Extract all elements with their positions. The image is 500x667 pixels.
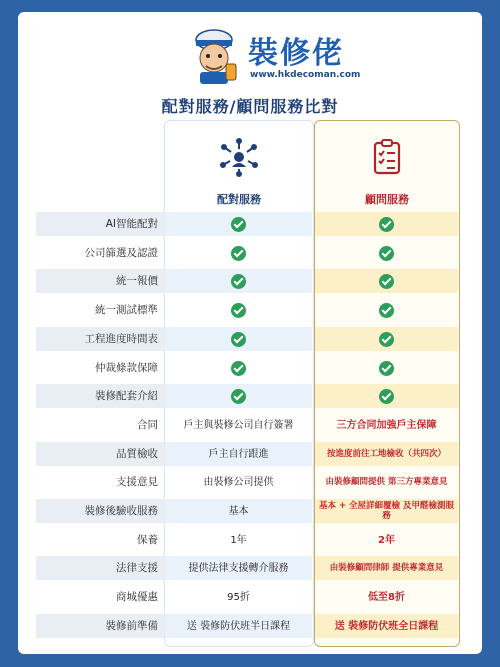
row-label: 裝修後驗收服務 [36,499,166,523]
page-title: 配對服務/顧問服務比對 [161,97,339,116]
row-label: 品質檢收 [36,442,166,466]
match-cell [165,298,312,322]
check-icon [231,389,246,404]
row-label: 工程進度時間表 [36,327,166,351]
row-label: 合同 [137,419,158,431]
consult-cell: 由裝修顧問律師 提供專業意見 [315,556,458,580]
row-label: 商城優惠 [116,591,158,603]
consult-cell: 按進度前往工地檢收（共四次） [315,442,458,466]
row-label: 統一報價 [36,269,166,293]
clipboard-checklist-icon [315,137,459,181]
match-cell [165,384,312,408]
brand-url: www.hkdecoman.com [250,70,361,80]
consult-cell [315,384,458,408]
consult-cell: 送 裝修防伏班全日課程 [315,614,458,638]
consult-cell [315,269,458,293]
row-label: 支援意見 [116,476,158,488]
consult-cell: 低至8折 [315,585,458,609]
match-column-label: 配對服務 [217,193,261,206]
match-cell: 戶主與裝修公司自行簽署 [165,413,312,437]
row-label: 仲裁條款保障 [95,362,158,374]
check-icon [379,217,394,232]
row-label: AI智能配對 [36,212,166,236]
brand-name: 裝修佬 [248,36,344,71]
mascot-icon [186,26,242,86]
consult-cell: 由裝修顧問提供 第三方專業意見 [315,470,458,494]
consult-cell [315,298,458,322]
match-cell [165,269,312,293]
match-cell [165,327,312,351]
check-icon [231,332,246,347]
consult-cell [315,356,458,380]
row-label: 法律支援 [36,556,166,580]
consult-cell: 基本 + 全屋詳細覆檢 及甲醛檢測服務 [315,499,458,523]
match-cell: 基本 [165,499,312,523]
match-cell: 1年 [165,528,312,552]
check-icon [231,274,246,289]
row-label: 保養 [137,534,158,546]
row-label: 裝修配套介紹 [36,384,166,408]
match-cell: 送 裝修防伏班半日課程 [165,614,312,638]
check-icon [379,303,394,318]
check-icon [379,274,394,289]
check-icon [379,389,394,404]
consult-cell [315,327,458,351]
brand-logo [158,24,388,94]
match-cell: 95折 [165,585,312,609]
match-cell [165,356,312,380]
check-icon [379,332,394,347]
row-label: 公司篩選及認證 [84,247,158,259]
check-icon [231,303,246,318]
consult-column-label: 顧問服務 [365,193,409,206]
network-people-icon [165,137,313,181]
match-cell: 戶主自行跟進 [165,442,312,466]
consult-cell: 2年 [315,528,458,552]
consult-cell [315,212,458,236]
check-icon [231,246,246,261]
check-icon [379,361,394,376]
consult-cell: 三方合同加強戶主保障 [315,413,458,437]
check-icon [379,246,394,261]
check-icon [231,361,246,376]
row-label: 統一測試標準 [95,304,158,316]
match-cell: 提供法律支援轉介服務 [165,556,312,580]
row-label: 裝修前準備 [36,614,166,638]
match-cell [165,212,312,236]
match-cell [165,241,312,265]
match-cell: 由裝修公司提供 [165,470,312,494]
consult-cell [315,241,458,265]
check-icon [231,217,246,232]
